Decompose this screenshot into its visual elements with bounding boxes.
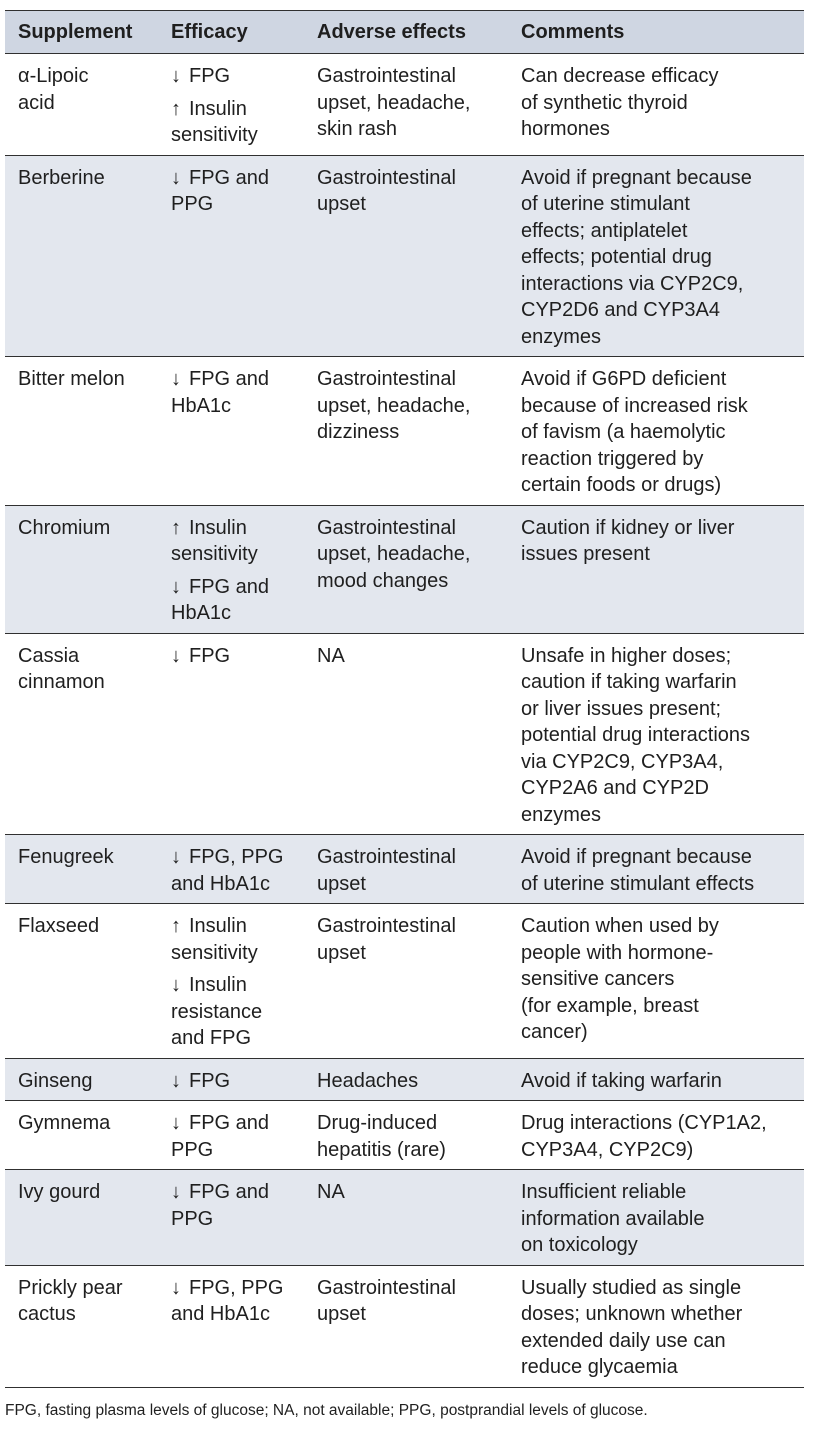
cell-line: Bitter melon bbox=[18, 368, 125, 390]
cell-comments bbox=[508, 835, 804, 904]
supplements-table bbox=[5, 10, 804, 1388]
cell-adverse-effects bbox=[304, 1170, 508, 1266]
cell-line: information available bbox=[521, 1207, 705, 1230]
cell-line: doses; unknown whether bbox=[521, 1303, 743, 1325]
efficacy-line: sensitivity bbox=[171, 124, 258, 146]
efficacy-line: PPG bbox=[171, 1138, 214, 1161]
efficacy-item bbox=[171, 1179, 298, 1232]
cell-line: or liver issues present; bbox=[521, 697, 722, 720]
table-row bbox=[5, 904, 804, 1059]
efficacy-item bbox=[171, 1275, 298, 1328]
cell-line: cancer) bbox=[521, 1021, 588, 1043]
cell-line: Gastrointestinal bbox=[317, 846, 456, 868]
cell-line: upset bbox=[317, 872, 366, 895]
cell-efficacy bbox=[158, 54, 304, 156]
cell-line: CYP2D6 and CYP3A4 bbox=[521, 299, 721, 321]
cell-adverse-effects bbox=[304, 357, 508, 506]
cell-line: Usually studied as single bbox=[521, 1276, 742, 1299]
arrow-down-icon: ↓ bbox=[171, 65, 181, 87]
cell-efficacy bbox=[158, 1170, 304, 1266]
cell-line: (for example, breast bbox=[521, 994, 699, 1017]
efficacy-item bbox=[171, 1110, 298, 1163]
efficacy-text: FPG and bbox=[189, 575, 270, 598]
cell-line: of uterine stimulant bbox=[521, 193, 690, 215]
cell-line: effects; antiplatelet bbox=[521, 219, 688, 242]
cell-supplement bbox=[5, 904, 158, 1059]
cell-adverse-effects bbox=[304, 1058, 508, 1101]
cell-line: Ginseng bbox=[18, 1069, 93, 1092]
cell-comments bbox=[508, 505, 804, 633]
cell-comments bbox=[508, 904, 804, 1059]
efficacy-line: and HbA1c bbox=[171, 872, 270, 895]
cell-supplement bbox=[5, 633, 158, 835]
cell-line: dizziness bbox=[317, 421, 400, 443]
cell-efficacy bbox=[158, 1101, 304, 1170]
efficacy-line bbox=[171, 1275, 298, 1302]
cell-line: hepatitis (rare) bbox=[317, 1138, 446, 1161]
efficacy-line: HbA1c bbox=[171, 394, 232, 417]
cell-line: via CYP2C9, CYP3A4, bbox=[521, 750, 724, 773]
table-row bbox=[5, 155, 804, 357]
efficacy-line bbox=[171, 1110, 298, 1137]
cell-line: Drug interactions (CYP1A2, bbox=[521, 1112, 767, 1134]
table-row bbox=[5, 505, 804, 633]
cell-comments bbox=[508, 357, 804, 506]
efficacy-line: sensitivity bbox=[171, 543, 258, 565]
cell-line: upset, headache, bbox=[317, 394, 471, 417]
efficacy-item bbox=[171, 913, 298, 966]
cell-line: reaction triggered by bbox=[521, 447, 704, 470]
cell-line: acid bbox=[18, 91, 55, 114]
table-row bbox=[5, 357, 804, 506]
cell-line: issues present bbox=[521, 543, 650, 565]
cell-supplement bbox=[5, 357, 158, 506]
cell-supplement bbox=[5, 54, 158, 156]
cell-adverse-effects bbox=[304, 155, 508, 357]
arrow-up-icon: ↑ bbox=[171, 915, 181, 937]
cell-line: upset bbox=[317, 193, 366, 215]
cell-line: of favism (a haemolytic bbox=[521, 421, 726, 443]
arrow-up-icon: ↑ bbox=[171, 516, 181, 539]
cell-line: hormones bbox=[521, 118, 610, 140]
efficacy-item bbox=[171, 165, 298, 218]
cell-line: Fenugreek bbox=[18, 846, 114, 868]
cell-line: Chromium bbox=[18, 516, 111, 539]
cell-line: Avoid if G6PD deficient bbox=[521, 368, 727, 390]
efficacy-line: and FPG bbox=[171, 1027, 252, 1049]
cell-line: Berberine bbox=[18, 166, 105, 189]
cell-comments bbox=[508, 1101, 804, 1170]
arrow-up-icon: ↑ bbox=[171, 97, 181, 120]
efficacy-text: Insulin bbox=[189, 974, 247, 996]
cell-efficacy bbox=[158, 155, 304, 357]
cell-line: of synthetic thyroid bbox=[521, 91, 688, 114]
cell-line: Gastrointestinal bbox=[317, 166, 456, 189]
cell-supplement bbox=[5, 155, 158, 357]
table-row bbox=[5, 1265, 804, 1387]
efficacy-line bbox=[171, 63, 298, 90]
cell-supplement bbox=[5, 835, 158, 904]
arrow-down-icon: ↓ bbox=[171, 644, 181, 667]
cell-adverse-effects bbox=[304, 633, 508, 835]
table-row bbox=[5, 1170, 804, 1266]
cell-line: because of increased risk bbox=[521, 394, 748, 417]
supplements-table-container bbox=[5, 10, 804, 1388]
efficacy-text: Insulin bbox=[189, 97, 247, 120]
efficacy-text: FPG, PPG bbox=[189, 846, 284, 868]
cell-efficacy bbox=[158, 1265, 304, 1387]
efficacy-item bbox=[171, 515, 298, 568]
arrow-down-icon: ↓ bbox=[171, 1069, 181, 1092]
table-row bbox=[5, 1101, 804, 1170]
cell-comments bbox=[508, 54, 804, 156]
cell-line: enzymes bbox=[521, 803, 602, 826]
cell-adverse-effects bbox=[304, 1265, 508, 1387]
cell-line: Insufficient reliable bbox=[521, 1181, 687, 1203]
cell-supplement bbox=[5, 1058, 158, 1101]
cell-line: CYP3A4, CYP2C9) bbox=[521, 1138, 694, 1161]
cell-efficacy bbox=[158, 835, 304, 904]
cell-supplement bbox=[5, 1265, 158, 1387]
efficacy-line bbox=[171, 366, 298, 393]
efficacy-line bbox=[171, 1179, 298, 1206]
cell-line: of uterine stimulant effects bbox=[521, 872, 755, 895]
efficacy-item bbox=[171, 96, 298, 149]
arrow-down-icon: ↓ bbox=[171, 1181, 181, 1203]
table-body bbox=[5, 54, 804, 1388]
efficacy-line: and HbA1c bbox=[171, 1303, 270, 1325]
cell-line: Flaxseed bbox=[18, 915, 100, 937]
cell-line: Prickly pear bbox=[18, 1276, 123, 1299]
cell-line: Avoid if pregnant because bbox=[521, 166, 752, 189]
efficacy-line bbox=[171, 643, 298, 670]
efficacy-text: FPG, PPG bbox=[189, 1276, 284, 1299]
table-row bbox=[5, 1058, 804, 1101]
cell-supplement bbox=[5, 505, 158, 633]
arrow-down-icon: ↓ bbox=[171, 846, 181, 868]
cell-line: NA bbox=[317, 644, 345, 667]
cell-efficacy bbox=[158, 1058, 304, 1101]
efficacy-line bbox=[171, 96, 298, 123]
cell-line: Caution if kidney or liver bbox=[521, 516, 735, 539]
efficacy-item bbox=[171, 643, 298, 670]
efficacy-line: PPG bbox=[171, 193, 214, 215]
cell-line: potential drug interactions bbox=[521, 724, 751, 746]
cell-comments bbox=[508, 633, 804, 835]
cell-line: Caution when used by bbox=[521, 915, 719, 937]
arrow-down-icon: ↓ bbox=[171, 1276, 181, 1299]
efficacy-text: FPG and bbox=[189, 368, 270, 390]
table-footnote: FPG, fasting plasma levels of glucose; NA, not available; PPG, postprandial levels of glucose. bbox=[5, 1402, 648, 1419]
cell-line: Gymnema bbox=[18, 1112, 111, 1134]
efficacy-line bbox=[171, 972, 298, 999]
efficacy-item bbox=[171, 366, 298, 419]
table-row bbox=[5, 633, 804, 835]
cell-line: upset, headache, bbox=[317, 91, 471, 114]
efficacy-item bbox=[171, 574, 298, 627]
cell-line: on toxicology bbox=[521, 1234, 638, 1256]
efficacy-text: FPG bbox=[189, 65, 231, 87]
cell-line: effects; potential drug bbox=[521, 246, 712, 268]
cell-adverse-effects bbox=[304, 904, 508, 1059]
column-header-efficacy: Efficacy bbox=[158, 11, 304, 54]
cell-line: Gastrointestinal bbox=[317, 1276, 456, 1299]
cell-line: enzymes bbox=[521, 325, 602, 348]
cell-efficacy bbox=[158, 633, 304, 835]
table-row bbox=[5, 835, 804, 904]
cell-efficacy bbox=[158, 505, 304, 633]
cell-line: Avoid if pregnant because bbox=[521, 846, 752, 868]
efficacy-item bbox=[171, 1068, 298, 1095]
cell-line: α-Lipoic bbox=[18, 65, 89, 87]
cell-comments bbox=[508, 1265, 804, 1387]
efficacy-text: FPG and bbox=[189, 166, 270, 189]
cell-line: Gastrointestinal bbox=[317, 516, 456, 539]
cell-line: people with hormone- bbox=[521, 941, 714, 964]
cell-line: Ivy gourd bbox=[18, 1181, 101, 1203]
cell-line: skin rash bbox=[317, 118, 398, 140]
efficacy-item bbox=[171, 63, 298, 90]
cell-comments bbox=[508, 155, 804, 357]
cell-line: upset bbox=[317, 941, 366, 964]
cell-line: Cassia bbox=[18, 644, 80, 667]
column-header-supplement: Supplement bbox=[5, 11, 158, 54]
cell-line: Can decrease efficacy bbox=[521, 65, 719, 87]
efficacy-text: Insulin bbox=[189, 516, 247, 539]
cell-comments bbox=[508, 1058, 804, 1101]
table-header bbox=[5, 11, 804, 54]
cell-comments bbox=[508, 1170, 804, 1266]
cell-efficacy bbox=[158, 904, 304, 1059]
efficacy-line: PPG bbox=[171, 1207, 214, 1230]
arrow-down-icon: ↓ bbox=[171, 575, 181, 598]
efficacy-line: sensitivity bbox=[171, 941, 258, 964]
cell-efficacy bbox=[158, 357, 304, 506]
cell-adverse-effects bbox=[304, 54, 508, 156]
arrow-down-icon: ↓ bbox=[171, 1112, 181, 1134]
cell-line: Unsafe in higher doses; bbox=[521, 644, 732, 667]
cell-line: Gastrointestinal bbox=[317, 65, 456, 87]
cell-line: cactus bbox=[18, 1303, 76, 1325]
cell-line: reduce glycaemia bbox=[521, 1356, 678, 1378]
arrow-down-icon: ↓ bbox=[171, 974, 181, 996]
efficacy-text: Insulin bbox=[189, 915, 247, 937]
cell-line: NA bbox=[317, 1181, 345, 1203]
cell-line: mood changes bbox=[317, 569, 449, 592]
efficacy-item bbox=[171, 844, 298, 897]
efficacy-line bbox=[171, 574, 298, 601]
efficacy-line bbox=[171, 165, 298, 192]
cell-line: Avoid if taking warfarin bbox=[521, 1069, 722, 1092]
cell-supplement bbox=[5, 1101, 158, 1170]
efficacy-line bbox=[171, 1068, 298, 1095]
cell-supplement bbox=[5, 1170, 158, 1266]
arrow-down-icon: ↓ bbox=[171, 166, 181, 189]
table-row bbox=[5, 54, 804, 156]
efficacy-line bbox=[171, 913, 298, 940]
efficacy-text: FPG bbox=[189, 1069, 231, 1092]
cell-line: upset, headache, bbox=[317, 543, 471, 565]
column-header-adverse-effects: Adverse effects bbox=[304, 11, 508, 54]
cell-line: Drug-induced bbox=[317, 1112, 438, 1134]
efficacy-line bbox=[171, 844, 298, 871]
cell-adverse-effects bbox=[304, 505, 508, 633]
cell-adverse-effects bbox=[304, 835, 508, 904]
efficacy-line: HbA1c bbox=[171, 602, 232, 624]
cell-line: Gastrointestinal bbox=[317, 368, 456, 390]
efficacy-text: FPG bbox=[189, 644, 231, 667]
cell-line: cinnamon bbox=[18, 671, 105, 693]
efficacy-line: resistance bbox=[171, 1000, 263, 1023]
efficacy-item bbox=[171, 972, 298, 1052]
header-row bbox=[5, 11, 804, 54]
arrow-down-icon: ↓ bbox=[171, 368, 181, 390]
cell-line: extended daily use can bbox=[521, 1329, 726, 1352]
cell-line: caution if taking warfarin bbox=[521, 671, 737, 693]
cell-line: Gastrointestinal bbox=[317, 915, 456, 937]
cell-line: interactions via CYP2C9, bbox=[521, 272, 744, 295]
cell-adverse-effects bbox=[304, 1101, 508, 1170]
column-header-comments: Comments bbox=[508, 11, 804, 54]
efficacy-line bbox=[171, 515, 298, 542]
cell-line: CYP2A6 and CYP2D bbox=[521, 777, 709, 799]
cell-line: sensitive cancers bbox=[521, 968, 675, 990]
efficacy-text: FPG and bbox=[189, 1112, 270, 1134]
efficacy-text: FPG and bbox=[189, 1181, 270, 1203]
cell-line: certain foods or drugs) bbox=[521, 474, 722, 496]
cell-line: upset bbox=[317, 1303, 366, 1325]
cell-line: Headaches bbox=[317, 1069, 419, 1092]
